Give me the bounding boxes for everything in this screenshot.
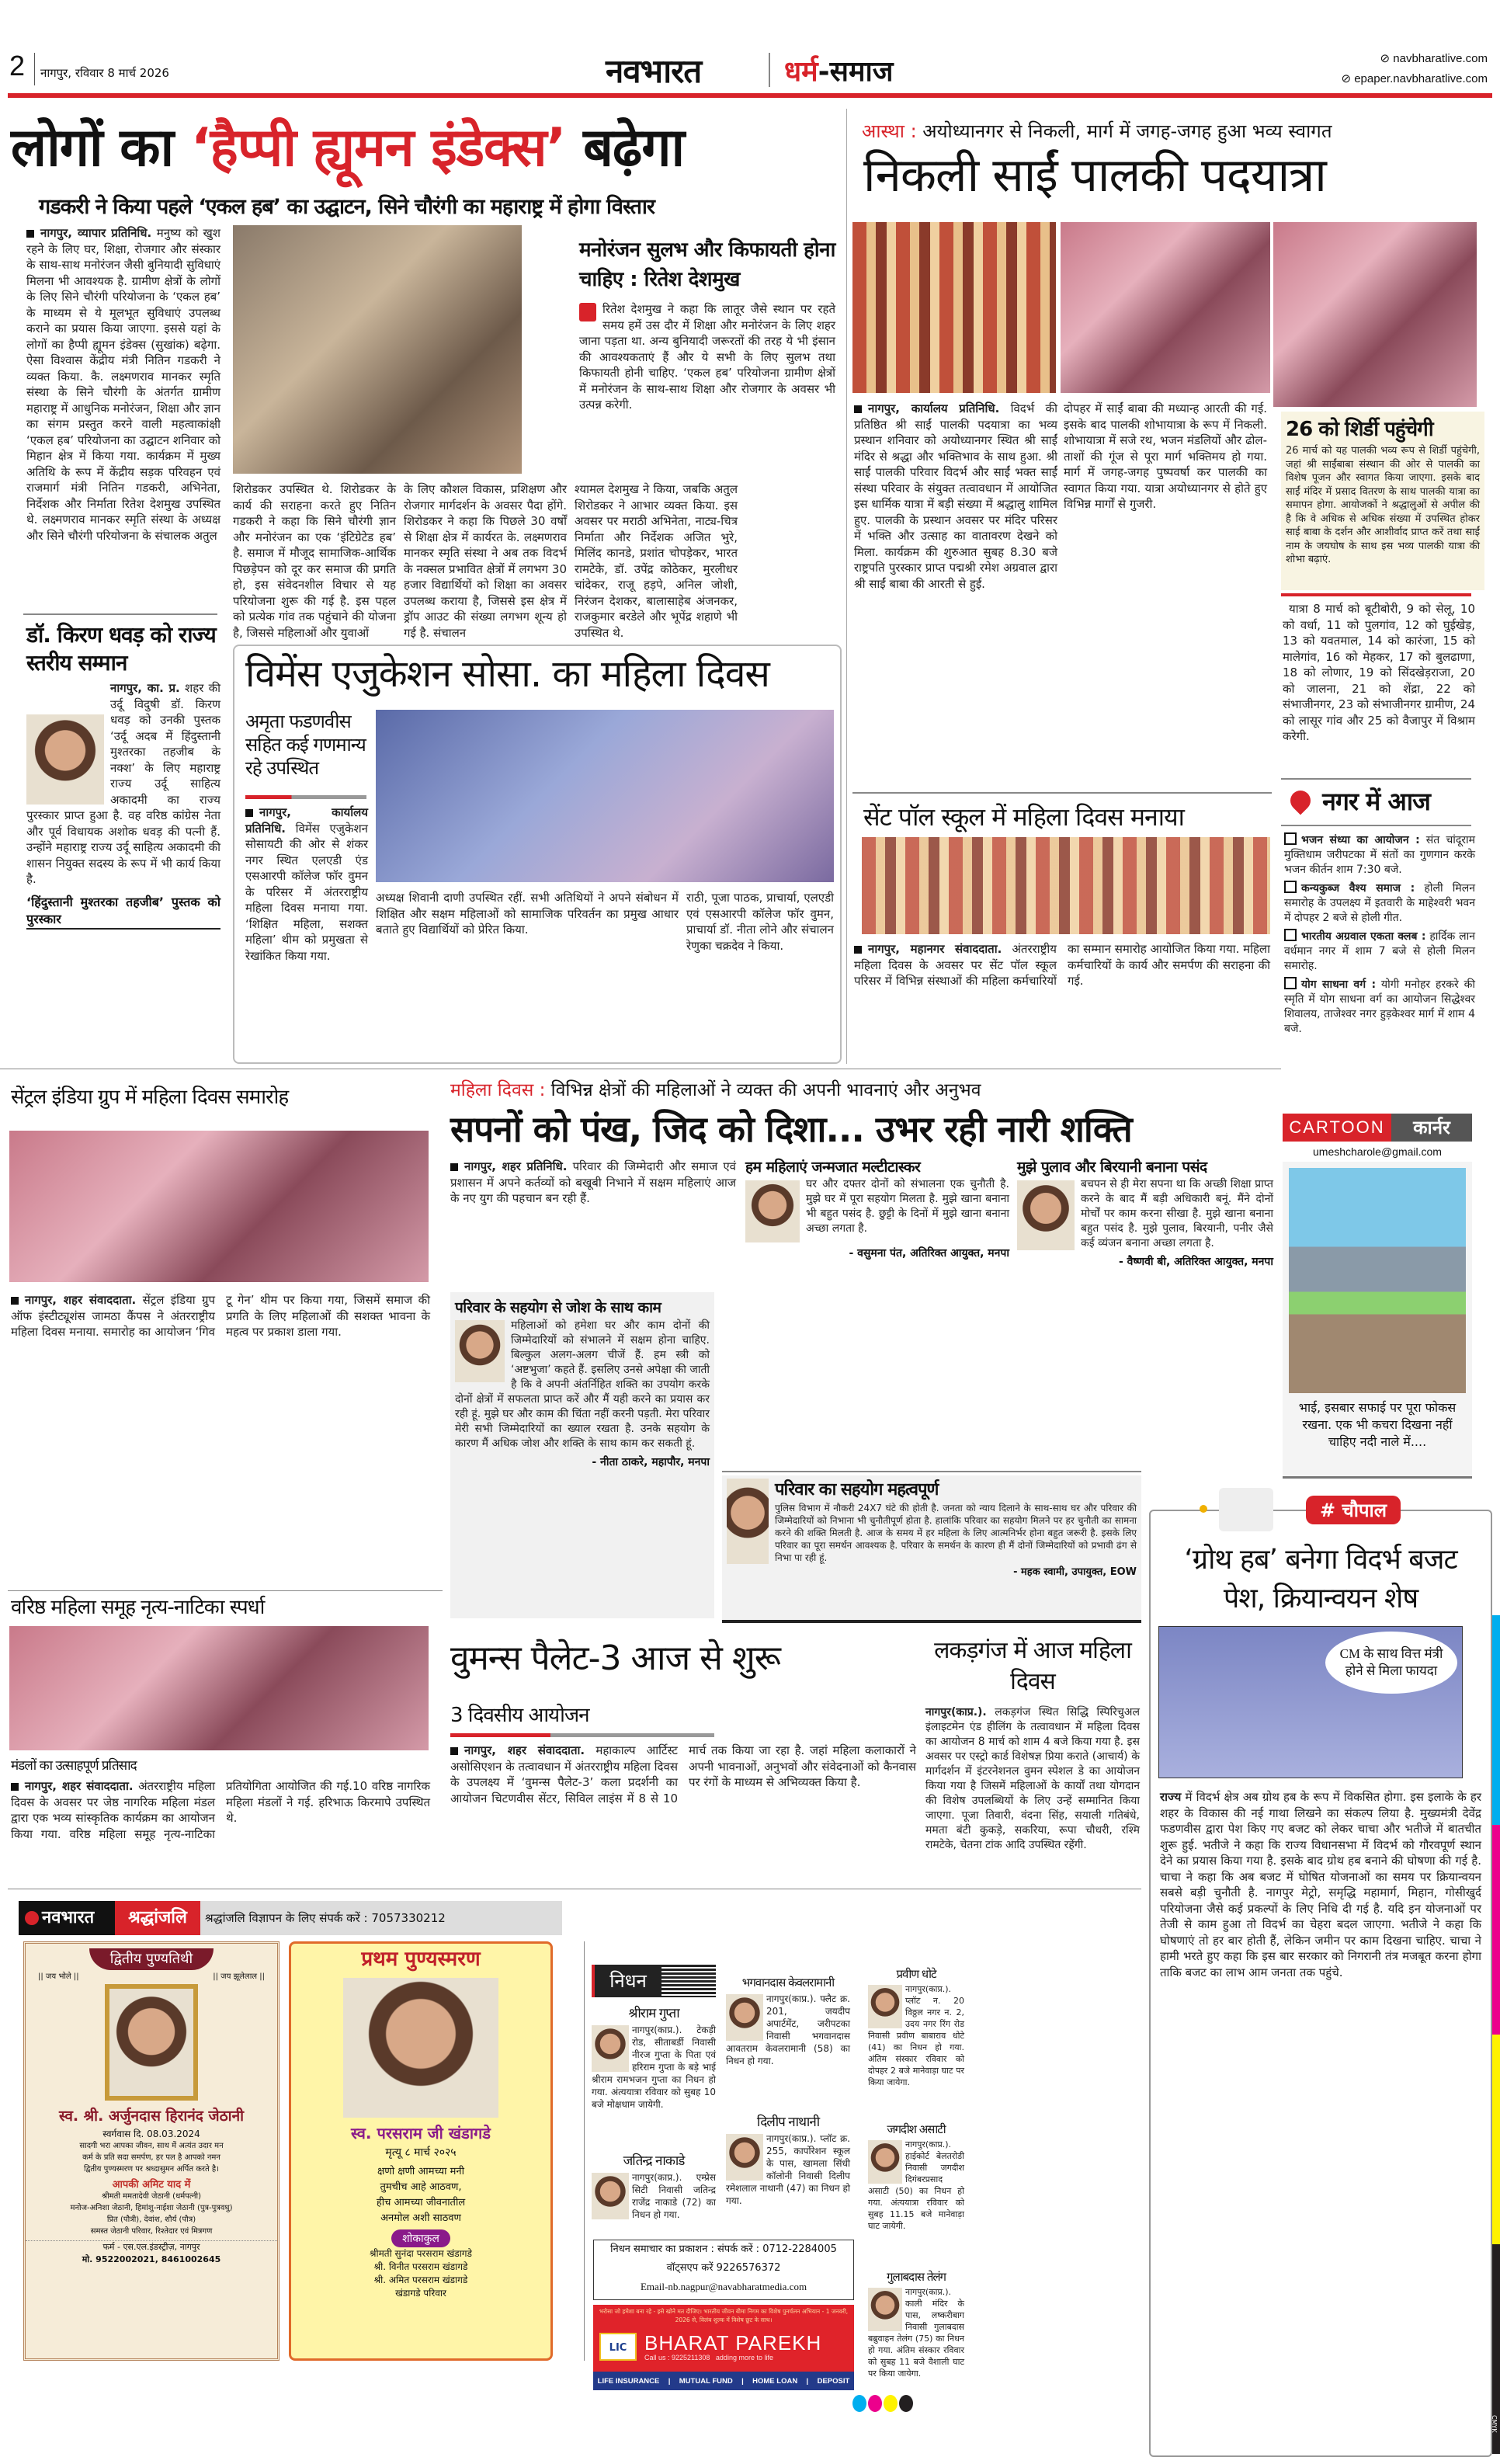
obituary-ad-jethani [23,1941,280,2361]
vasumana-pant-photo [745,1180,800,1242]
obit-photo [868,2288,902,2331]
kiran-pullquote: ‘हिंदुस्तानी मुश्तरका तहजीब’ पुस्तक को पुरस्कार [26,894,220,930]
lic-phone: Call us : 9225211308 [644,2354,710,2361]
registration-marks [852,2395,913,2412]
varishth-dance-photo [9,1626,429,1750]
verse-line: द्वितीय पुण्यस्मरण पर श्रध्दासुमन अर्पित करते है। [84,2165,219,2174]
brand-logo: नवभारत [606,52,702,90]
checkbox-icon [1284,881,1297,893]
lic-slogan: adding more to life [715,2354,773,2361]
central-india-photo [9,1131,429,1282]
cmyk-side-strip [1492,1615,1500,2454]
family-line: समस्त जेठानी परिवार, रिश्तेदार एवं मित्रगण [90,2227,213,2236]
shirdi-box [1281,412,1484,590]
bullet-icon [245,809,253,817]
quote-icon [579,303,596,321]
obit-shriram-gupta: श्रीराम गुप्ता नागपुर(काप्र.). टेकड़ी रोड, सीताबर्डी निवासी नीरज गुप्ता के पिता एवं हरिराम गुप्ता के बड़े भाई श्रीराम रामभजन गुप्ता का निधन हो गया. अंत्ययात्रा रविवार को सुबह 10 बजे मोक्षधाम जायेगी. [592,2006,716,2110]
obit-jagdish-asati: जगदीश असाटी नागपुर(काप्र.). हाईकोर्ट बेलतरोडी निवासी जगदीश दिगंबरप्रसाद असाटी (50) का निधन हो गया. अंत्ययात्रा रविवार को सुबह 11.15 बजे मानेवाड़ा घाट जायेगी. [868,2122,964,2231]
kiran-body: नागपुर, का. प्र. शहर की उर्दू विदुषी डॉ. किरण धवड़ को उनकी पुस्तक ‘उर्दू अदब में हिंदुस्तानी मुश्तरका तहजीब के नक्श’ के लिए महाराष्ट्र राज्य उर्दू साहित्य अकादमी का राज्य पुरस्कार प्राप्त हुआ है. वह वरिष्ठ कांग्रेस नेता और पूर्व विधायक अशोक धवड़ की पत्नी हैं. उन्होंने महाराष्ट्र राज्य उर्दू साहित्य अकादमी की शासन नियुक्त सदस्य के रूप में भी कार्य किया है. ‘हिंदुस्तानी मुश्तरका तहजीब’ पुस्तक को पुरस्कार [26,680,220,1061]
central-india-body: नागपुर, शहर संवाददाता. सेंट्रल इंडिया ग्रुप ऑफ इंस्टीट्यूशंस जामठा कैंपस ने अंतरराष्ट्रीय महिला दिवस मनाया. समारोह का आयोजन ‘गिव टू गेन’ थीम पर किया गया, जिसमें समाज की प्रगति के लिए महिलाओं की सशक्त भावना के महत्व पर प्रकाश डाला गया. [11,1293,430,1339]
lead-body-col1: नागपुर, व्यापार प्रतिनिधि. मनुष्य को खुश रहने के लिए घर, शिक्षा, रोजगार और संस्कार के साथ-साथ मनोरंजन जैसी बुनियादी सुविधाएं मिलना भी आवश्यक है. ग्रामीण क्षेत्रों के लोगों के लिए सिने चौरंगी परियोजना के ‘एकल हब’ के माध्यम से ये मूलभूत सुविधाएं उपलब्ध कराने का प्रयास किया जाएगा. इससे यहां के लोगों का हैप्पी ह्यूमन इंडेक्स (सुखांक) बढ़ेगा. ऐसा विश्वास केंद्रीय मंत्री नितिन गडकरी ने व्यक्त किया. कै. लक्ष्मणराव मानकर स्मृति संस्था के सिने चौरंगी के अंतर्गत ग्रामीण महाराष्ट्र में आधुनिक मनोरंजन, शिक्षा और ज्ञान का संगम प्रस्तुत करने वाली महत्वाकांक्षी ‘एकल हब’ परियोजना का उद्घाटन शनिवार को मिहान क्षेत्र में किया गया. कार्यक्रम में मुख्य अतिथि के रूप में केंद्रीय सड़क परिवहन एवं राजमार्ग मंत्री नितिन गडकरी, अभिनेता, निर्देशक और निर्माता रितेश देशमुख उपस्थित थे. लक्ष्मणराव मानकर स्मृति संस्था के अध्यक्ष और सिने चौरंगी परियोजना के संचालक अतुल [26,226,220,543]
sai-body-col2: दोपहर में साईं बाबा की मध्यान्ह आरती की गई. इसके बाद पालकी शोभायात्रा के रूप में निकली. शोभायात्रा में सजे रथ, भजन मंडलियों और ढोल-ताशों की गूंज से पूरा मार्ग भक्तिमय हो गया. मार्ग में जगह-जगह पुष्पवर्षा कर पालकी का स्वागत किया गया. यात्रा अयोध्यानगर से होते हुए विभिन्न मार्गों से गुजरी. [1064,401,1267,511]
deceased-name: स्व. श्री. अर्जुनदास हिरानंद जेठानी [58,2108,245,2125]
mahak-swami-photo [727,1479,769,1564]
lakadganj-body: नागपुर(काप्र.). लकड़गंज स्थित सिद्धि स्पिरिचुअल इंलाइटमेन एंड हीलिंग के तत्वावधान में महिला दिवस का आयोजन 8 मार्च को शाम 4 बजे किया गया है. इस अवसर पर एस्ट्रो कार्ड विशेषज्ञ प्रिया कराते (आचार्य) के मार्गदर्शन में इंटरनेशनल वुमन स्पेशल डे का आयोजन किया गया है जिसमें महिलाओं के कार्यों तथा योगदान की विशेष उपलब्धियों के लिए उन्हें सम्मानित किया जाएगा. पूजा तिवारी, वंदना सिंह, सयाली गतिबंधे, ममता बंटी कुकड़े, सकरिया, रूपा चौधरी, रश्मि रामटेके, चेतना टांक आदि उपस्थित रहेंगी. [925,1706,1140,1851]
cartoon-caption: भाई, इसबार सफाई पर पूरा फोकस रखना. एक भी कचरा दिखना नहीं चाहिए नदी नाले में.... [1298,1400,1457,1449]
page-number: 2 [9,50,26,82]
section-rule [23,613,217,615]
family-line: श्री. विनीत परसराम खंडागडे [373,2261,468,2272]
epaper-link[interactable]: ⊘ epaper.navbharatlive.com [1341,72,1488,85]
bullet-icon [450,1163,458,1171]
khandagade-portrait [343,1978,498,2118]
obit-photo [592,2173,629,2219]
lic-logo: LIC [599,2333,637,2361]
masthead-divider [769,53,770,87]
nagar-events-list [1284,832,1475,1107]
deceased-name: स्व. परसराम जी खंडागडे [351,2124,491,2143]
verse-line: तुमचीच आहे आठवण, [380,2181,462,2193]
lead-subhead: गडकरी ने किया पहले ‘एकल हब’ का उद्घाटन, सिने चौरंगी का महाराष्ट्र में होगा विस्तार [39,195,655,219]
cartoon-label-en: CARTOON [1283,1114,1391,1142]
st-paul-body: नागपुर, महानगर संवाददाता. अंतरराष्ट्रीय महिला दिवस के अवसर पर सेंट पॉल स्कूल परिसर में विभिन्न संस्थाओं की महिला कर्मचारियों का सम्मान समारोह आयोजित किया गया. महिला कर्मचारियों के कार्य और समर्पण की सराहना की गई. [854,942,1270,988]
choupal-cartoon [1158,1626,1463,1778]
nari-box-vasumana [745,1157,1009,1465]
family-line: श्री. अमित परसराम खंडागडे [373,2275,468,2285]
obit-photo [868,1985,902,2028]
masthead-divider [34,53,35,85]
memory-line: आपकी अमिट याद में [112,2179,191,2191]
bullet-icon [11,1783,19,1791]
vaishnavi-b-photo [1017,1180,1075,1250]
nari-box-sign: - वसुमना पंत, अतिरिक्त आयुक्त, मनपा [849,1247,1009,1260]
nagar-event-item: कन्यकुब्ज वैश्य समाज : होली मिलन समारोह के उपलक्ष्य में इतवारी के माहेश्वरी भवन में दोपहर 2 बजे से होली गीत. [1284,882,1476,924]
ad-title: प्रथम पुण्यस्मरण [361,1948,481,1971]
cartoon-corner-header [1283,1114,1472,1142]
kiran-headline: डॉ. किरण धवड़ को राज्य स्तरीय सम्मान [26,622,216,676]
nidhan-email[interactable]: Email-nb.nagpur@navabharatmedia.com [640,2281,807,2292]
rose-icon [25,1911,39,1925]
yellow-dot [884,2395,898,2412]
choupal-illustration [1219,1488,1273,1531]
palki-crowd-photo-1 [852,222,1056,393]
bullet-icon [450,1747,458,1755]
section-title-red: धर्म [784,56,818,88]
family-line: श्रीमती ममतादेवी जेठानी (धर्मपत्नी) [102,2192,201,2201]
nari-intro: नागपुर, शहर प्रतिनिधि. परिवार की जिम्मेदारी और समाज एवं प्रशासन में अपने कर्तव्यों को बखूबी निभाने में सक्षम महिलाएं आज के नए युग की पहचान बन रही हैं. [450,1159,736,1205]
section-rule [1281,778,1471,780]
central-india-headline: सेंट्रल इंडिया ग्रुप में महिला दिवस समारोह [11,1086,289,1109]
sai-body-col1: नागपुर, कार्यालय प्रतिनिधि. विदर्भ की प्रतिष्ठित श्री साईं पालकी पदयात्रा का भव्य प्रस्थान शनिवार को अयोध्यानगर स्थित श्री साईं मंदिर से श्रद्धा और भक्तिभाव के साथ हुआ. श्री साईं पालकी परिवार विदर्भ और साईं भक्त साईं संस्था परिवार के संयुक्त तत्वावधान में आयोजित इस धार्मिक यात्रा में बड़ी संख्या में श्रद्धालु शामिल हुए. पालकी के प्रस्थान अवसर पर मंदिर परिसर में भक्ति और उत्साह का वातावरण देखने को मिला. कार्यक्रम की शुरुआत सुबह 8.30 बजे राष्ट्रपति पुरस्कार प्राप्त पद्मश्री रमेश अग्रवाल द्वारा श्री साईं बाबा की आरती से हुई. [854,401,1057,591]
verse-line: क्षणो क्षणी आमच्या मनी [377,2166,465,2177]
lead-body-col2: शिरोडकर उपस्थित थे. शिरोडकर के कार्य की सराहना करते हुए नितिन गडकरी ने कहा कि सिने चौरंगी ज्ञान और मनोरंजन का एक ‘इंटिग्रेटेड हब’ है. समाज में मौजूद सामाजिक-आर्थिक पिछड़ेपन को दूर कर समाज की प्रगति हो, इस संवेदनशील विचार से यह परियोजना शुरू की गई है. इस पहल को प्रत्येक गांव तक पहुंचाने की योजना है, जिससे महिलाओं और युवाओं [233,482,396,640]
sai-kicker: आस्था : अयोध्यानगर से निकली, मार्ग में जगह-जगह हुआ भव्य स्वागत [862,120,1332,142]
nagar-event-item: योग साधना वर्ग : योगी मनोहर हरकरे की स्मृति में योग साधना वर्ग का आयोजन सिद्धेश्वर शिवालय, ताजेश्वर नगर हुड़केश्वर मार्ग में शाम 4 बजे. [1284,978,1475,1035]
family-line: खंडागडे परिवार [395,2288,446,2299]
obit-dilip-nathani: दिलीप नाथानी नागपुर(काप्र.). प्लॉट क्र. 255, कार्पोरेशन स्कूल के पास, खामला सिंधी कॉलोनी निवासी दिलीप रमेशलाल नाथानी (47) का निधन हो गया. [726,2115,850,2206]
masthead-rule [8,93,1492,98]
globe-icon: ⊘ [1380,52,1391,65]
gadkari-inauguration-photo [233,225,522,474]
lic-ad[interactable] [593,2305,854,2390]
section-title [784,51,894,89]
lakadganj-headline: लकड़गंज में आज महिला दिवस [934,1637,1131,1695]
nari-box-sign: - महक स्वामी, उपायुक्त, EOW [1013,1566,1137,1578]
shraddhanjali-brand: नवभारत [19,1901,115,1935]
map-pin-icon [1286,787,1315,815]
obit-jatindra-nakade: जतिन्द्र नाकाडे नागपुर(काप्र.). एम्प्रेस सिटी निवासी जतिन्द्र राजेंद्र नाकाडे (72) का निधन हो गया. [592,2151,716,2221]
neeta-thakre-photo [455,1320,505,1382]
mourning-label: शोकाकुल [391,2229,450,2247]
black-dot [899,2395,913,2412]
nagar-event-item: भारतीय अग्रवाल एकता क्लब : हार्दिक लान वर्धमान नगर में शाम 7 बजे से होली मिलन समारोह. [1284,930,1476,972]
shraddhanjali-contact: श्रद्धांजलि विज्ञापन के लिए संपर्क करें : 7057330212 [205,1911,446,1925]
obit-photo [868,2140,902,2184]
globe-icon: ⊘ [1341,72,1352,85]
nari-box-vaishnavi [1017,1157,1273,1465]
nari-box-body: बचपन से ही मेरा सपना था कि अच्छी शिक्षा प्राप्त करने के बाद मैं बड़ी अधिकारी बनूं. मैंने दोनों मोर्चों पर काम करना सीखा है. मुझे खाना बनाना बहुत पसंद है. मुझे पुलाव, बिरयानी, पनीर जैसे कई व्यंजन बनाना अच्छा लगता है. [1017,1177,1273,1251]
womens-edu-subhead: अमृता फडणवीस सहित कई गणमान्य रहे उपस्थित [245,711,366,779]
section-rule [722,1471,1141,1472]
ad-tags: || जय भोले || || जय झूलेलाल || [38,1972,265,1981]
checkbox-icon [1284,929,1297,941]
shirdi-box-title: 26 को शिर्डी पहुंचेगी [1286,418,1433,441]
death-date: मृत्यू ८ मार्च २०२५ [385,2146,457,2159]
womens-edu-body-col1: नागपुर, कार्यालय प्रतिनिधि. विमेंस एजुकेशन सोसायटी की ओर से शंकर नगर स्थित एलएडी एंड एसआरपी कॉलेज फॉर वुमन के परिसर में अंतरराष्ट्रीय महिला दिवस मनाया गया. ‘शिक्षित महिला, सशक्त महिला’ थीम को प्रमुखता से रेखांकित किया गया. [245,805,368,963]
shirdi-box-rule [1281,593,1471,596]
obit-photo [726,1994,763,2041]
bullet-icon [854,946,862,954]
st-paul-group-photo [862,837,1270,934]
website-link[interactable]: ⊘ navbharatlive.com [1380,52,1488,65]
ritesh-sidebar-body: रितेश देशमुख ने कहा कि लातूर जैसे स्थान पर रहते समय हमें उस दौर में शिक्षा और मनोरंजन के लिए शहर जाना पड़ता था. अन्य बुनियादी जरूरतों की तरह ये भी इंसान की आवश्यकताएं हैं और ये सभी के लिए सुलभ तथा किफायती होनी चाहिए. ‘एकल हब’ परियोजना ग्रामीण क्षेत्रों में मनोरंजन के साथ-साथ शिक्षा और रोजगार के अवसर भी उत्पन्न करेगी. [579,302,835,412]
bullet-icon [26,230,34,238]
lead-body-col3: के लिए कौशल विकास, प्रशिक्षण और रोजगार मार्गदर्शन के अवसर पैदा होंगे. शिरोडकर ने कहा कि पिछले 30 वर्षों से शिक्षा क्षेत्र में कार्यरत के. लक्ष्मणराव मानकर स्मृति संस्था ने अब तक विदर्भ के नक्सल प्रभावित क्षेत्रों में लगभग 30 हजार विद्यार्थियों को शिक्षा का अवसर उपलब्ध कराया है, जिससे इस क्षेत्र में ड्रॉप आउट की संख्या लगभग शून्य हो गई है. संचालन [404,482,567,640]
choupal-body: राज्य में विदर्भ क्षेत्र अब ग्रोथ हब के रूप में विकसित होगा. इस इलाके के हर शहर के विकास की नई गाथा लिखने का संकल्प लिया है. मुख्यमंत्री देवेंद्र फडणवीस द्वारा पेश किए गए बजट को लेकर चाचा और भतीजे में बातचीत शुरू हुई. भतीजे ने कहा कि राज्य विधानसभा में विदर्भ को गौरवपूर्ण स्थान देने का प्रयास किया गया है. इसके बाद ग्रोथ हब बनाने की घोषणा की गई है. चाचा ने कहा कि अब बजट में घोषित योजनाओं का समय पर क्रियान्वयन सबसे बड़ी चुनौती है. नागपुर मेट्रो, समृद्धि महामार्ग, मिहान, गोसीखुर्द परियोजना जैसे कई प्रकल्पों के लिए निधि दी गई है. यदि इन योजनाओं पर तेजी से काम हुआ तो विदर्भ का चेहरा बदल जाएगा. भतीजे ने कहा कि घोषणाएं तो हर बार होती हैं, लेकिन जमीन पर काम दिखना चाहिए. चाचा ने हामी भरते हुए कहा कि इस बार सरकार को निगरानी तंत्र मजबूत करना होगा ताकि बजट का लाभ आम जनता तक पहुंचे. [1160,1790,1481,1979]
death-date: स्वर्गवास दि. 08.03.2024 [102,2129,200,2139]
magenta-dot [868,2395,882,2412]
cyan-dot [852,2395,866,2412]
nari-box-mahak [722,1475,1141,1623]
obituary-ad-khandagade [289,1941,553,2361]
nari-box-body: घर और दफ्तर दोनों को संभालना एक चुनौती है. मुझे घर में पूरा सहयोग मिलता है. मुझे खाना बनाना भी बहुत पसंद है. छुट्टी के दिनों में मुझे खाना बनाना अच्छा लगता है. [745,1177,1009,1236]
shraddhanjali-banner [19,1901,562,1935]
nari-box-body: महिलाओं को हमेशा घर और काम दोनों की जिम्मेदारियों को संभालने में सक्षम होना चाहिए. बिल्कुल अलग-अलग चीजें हैं. हम स्त्री को ‘अष्टभुजा’ कहते हैं. इसलिए उनसे अपेक्षा की जाती है कि वे अपनी अंतर्निहित शक्ति का उपयोग करके दोनों क्षेत्रों में सफलता प्राप्त करें और मैं यही करने का प्रयास कर रही हूं. मुझे घर और काम की चिंता नहीं करनी पड़ती. मेरा परिवार मेरी सभी जिम्मेदारियों का ख्याल रखता है. उनके सहयोग के कारण मैं अधिक जोश और शक्ति के साथ काम कर सकती हूं. [455,1319,710,1450]
verse-line: कर्म के प्रति सदा समर्पण, हर पल है आपको नमन [82,2153,220,2162]
phone-line: मो. 9522002021, 8461002645 [82,2254,221,2264]
bullet-icon [854,405,862,413]
cartoon-label-hi: कार्नर [1391,1114,1472,1142]
womens-edu-body-col2: अध्यक्ष शिवानी दाणी उपस्थित रहीं. सभी अतिथियों ने अपने संबोधन में शिक्षित और सक्षम महिलाओं को सामाजिक परिवर्तन का प्रमुख आधार बताते हुए विद्यार्थियों को प्रेरित किया. [376,891,679,937]
obit-gulabdas-telang: गुलाबदास तेलंग नागपुर(काप्र.). काली मंदिर के पास, लष्करीबाग निवासी गुलाबदास बब्रुवाहन तेलंग (75) का निधन हो गया. अंतिम संस्कार रविवार को सुबह 11 बजे वैशाली घाट पर किया जायेगा. [868,2270,964,2379]
firm-line: फर्म - एस.एल.इंडस्ट्रीज़, नागपुर [26,2240,277,2254]
womens-edu-headline: विमेंस एजुकेशन सोसा. का महिला दिवस [245,652,769,696]
nari-box-neeta [450,1292,714,1618]
shraddhanjali-label: श्रद्धांजलि [115,1901,200,1935]
dateline: नागपुर, रविवार 8 मार्च 2026 [40,66,169,80]
palette-body: नागपुर, शहर संवाददाता. महाकाल्प आर्टिस्ट असोसिएशन के तत्वावधान में अंतरराष्ट्रीय महिला दिवस के उपलक्ष्य में ‘वुमन्स पैलेट-3’ कला प्रदर्शनी का आयोजन चिटणवीस सेंटर, सिविल लाइंस में 8 से 10 मार्च तक किया जा रहा है. जहां महिला कलाकारों ने अपनी भावनाओं, अनुभवों और संवेदनाओं को कैनवास पर रंगों के माध्यम से अभिव्यक्त किया है. [450,1743,916,1805]
kiran-dhavad-photo [26,714,104,805]
verse-line: अनमोल अशी साठवण [380,2212,461,2224]
obit-photo [726,2134,763,2181]
column-divider [846,109,847,1064]
palki-crowd-photo-2 [1061,222,1270,393]
cmyk-label: CMYK [1491,2415,1498,2433]
yatra-route: यात्रा 8 मार्च को बूटीबोरी, 9 को सेलू, 10 को वर्धा, 11 को पुलगांव, 12 को घुईखेड़, 13 को यवतमाल, 14 को कारंजा, 15 को मालेगांव, 16 को मेहकर, 17 को बुलढाणा, 18 को लोणार, 19 को सिंदखेड़राजा, 20 को जालना, 21 को शेंद्रा, 22 को संभाजीनगर, 23 को संभाजीनगर ग्रामीण, 24 को लासूर गांव और 25 को वैजापुर में विश्राम करेगी. [1283,602,1475,743]
nidhan-contact-box: निधन समाचार का प्रकाशन : संपर्क करें : 0712-2284005 वॉट्सएप करें 9226576372 Email-nb.nagpur@navabharatmedia.com [593,2240,854,2300]
nagar-mein-aaj-header: नगर में आज [1286,784,1430,818]
nari-headline: सपनों को पंख, जिद को दिशा... उभर रही नारी शक्ति [450,1108,1132,1150]
cartoon-corner [1283,1114,1472,1479]
obit-photo [592,2025,629,2072]
palki-idol-photo [1273,222,1477,407]
nari-box-title: परिवार के सहयोग से जोश के साथ काम [455,1299,661,1316]
checkbox-icon [1284,977,1297,989]
jethani-portrait [105,1984,198,2101]
cartoonist-email: umeshcharole@gmail.com [1283,1142,1472,1162]
lead-headline: लोगों का ‘हैप्पी ह्यूमन इंडेक्स’ बढ़ेगा [11,117,685,179]
family-line: मनोज-अनिशा जेठानी, हिमांशु-नाईशा जेठानी (पुत्र-पुत्रवधु) [70,2204,233,2212]
palette-subhead: 3 दिवसीय आयोजन [450,1704,589,1727]
womens-edu-body-col3: राठी, पूजा पाठक, प्राचार्या, एलएडी एवं एसआरपी कॉलेज फॉर वुमन, प्राचार्या डॉ. नीता लोने और संचालन रेणुका चक्रदेव ने किया. [686,891,834,953]
section-title-rest: -समाज [818,56,894,88]
column-divider [584,1941,585,2361]
verse-line: हीच आमच्या जीवनातील [376,2197,466,2209]
nari-box-sign: - वैष्णवी बी, अतिरिक्त आयुक्त, मनपा [1118,1256,1273,1268]
nagar-rule [1281,825,1471,826]
verse-line: सादगी भरा आपका जीवन, साथ में अत्यंत उदार मन [79,2142,224,2150]
womens-edu-panel-photo [376,710,834,882]
choupal-headline: ‘ग्रोथ हब’ बनेगा विदर्भ बजट पेश, क्रियान्वयन शेष [1184,1544,1457,1614]
lic-services: LIFE INSURANCE | MUTUAL FUND | HOME LOAN | DEPOSIT [593,2372,854,2390]
st-paul-headline: सेंट पॉल स्कूल में महिला दिवस मनाया [863,802,1184,832]
obit-pravin-dhote: प्रवीण धोटे नागपुर(काप्र.). प्लॉट न. 20 विठ्ठल नगर न. 2, उदय नगर रिंग रोड निवासी प्रवीण बाबाराव धोटे (41) का निधन हो गया. अंतिम संस्कार रविवार को दोपहर 2 बजे मानेवाड़ा घाट पर किया जायेगा. [868,1967,964,2087]
choupal-tag: # चौपाल [1306,1496,1401,1524]
choupal-dot [1200,1505,1207,1513]
ad-title: द्वितीय पुण्यतिथी [89,1948,214,1970]
shirdi-box-body: 26 मार्च को यह पालकी भव्य रूप से शिर्डी पहुंचेगी, जहां श्री साईंबाबा संस्थान की ओर से पालकी का विशेष पूजन और स्वागत किया जाएगा. इसके बाद साईं मंदिर में प्रसाद वितरण के साथ पालकी यात्रा का समापन होगा. आयोजकों ने श्रद्धालुओं से अपील की है कि वे अधिक से अधिक संख्या में उपस्थित होकर साई बाबा के दर्शन और आशीर्वाद प्राप्त करें तथा साईं नाम के जयघोष के साथ इस भव्य पालकी यात्रा की शोभा बढ़ाएं. [1286,445,1480,565]
section-rule [852,792,1272,794]
speech-bubble: CM के साथ वित्त मंत्री होने से मिला फायदा [1325,1632,1457,1694]
nari-box-title: हम महिलाएं जन्मजात मल्टीटास्कर [745,1159,921,1176]
varishth-headline: वरिष्ठ महिला समूह नृत्य-नाटिका स्पर्धा [11,1596,265,1619]
subhead-bar [450,1733,714,1737]
cartoon-image [1289,1168,1466,1393]
nari-kicker: महिला दिवस : विभिन्न क्षेत्रों की महिलाओं ने व्यक्त की अपनी भावनाएं और अनुभव [450,1080,981,1100]
sai-headline: निकली साईं पालकी पदयात्रा [863,148,1326,203]
section-rule [8,1590,443,1591]
lic-tagline: भरोसा जो हमेशा बना रहे - इसे खोने मत दीजिए। भारतीय जीवन बीमा निगम का विशेष पुनर्चलन अभियान - 1 जनवरी, 2026 से, विलंब शुल्क में विशेष छूट के साथ। [599,2308,849,2323]
family-line: प्रित (पौत्री), देवांश, शौर्य (पौत्र) [106,2216,196,2224]
nidhan-header: निधन [592,1965,716,1997]
subhead-bar [245,795,366,799]
nari-box-body: पुलिस विभाग में नौकरी 24X7 घंटे की होती है. जनता को न्याय दिलाने के साथ-साथ घर और परिवार की जिम्मेदारियों को निभाना भी चुनौतीपूर्ण होता है. हालांकि परिवार का सहयोग मिलने पर हर चुनौती का सामना करने की शक्ति मिलती है. आज के समय में हर महिला के लिए आत्मनिर्भर होना बहुत जरूरी है. इसके लिए परिवार का पूरा समर्थन आवश्यक है. परिवार के समर्थन के कारण ही मैं दोनों जिम्मेदारियों को प्रभावी ढंग से निभा पा रही हूं. [727,1502,1137,1564]
bullet-icon [11,1297,19,1305]
nagar-event-item: भजन संध्या का आयोजन : संत चांदूराम मुक्तिधाम जरीपटका में संतों का गुणगान करके भजन कीर्तन शाम 7:30 बजे. [1284,834,1475,876]
nari-box-title: परिवार का सहयोग महत्वपूर्ण [775,1480,939,1500]
obit-bhagwandas: भगवानदास केवलरामानी नागपुर(काप्र.). फ्लैट क्र. 201, जयदीप अपार्टमेंट, जरीपटका निवासी भगवानदास आवतराम केवलरामानी (58) का निधन हो गया. [726,1976,850,2066]
varishth-body: नागपुर, शहर संवाददाता. अंतरराष्ट्रीय महिला दिवस के अवसर पर जेष्ठ नागरिक महिला मंडल द्वारा एक भव्य सांस्कृतिक कार्यक्रम का आयोजन किया गया. वरिष्ठ महिला समूह नृत्य-नाटिका प्रतियोगिता आयोजित की गई.10 वरिष्ठ नागरिक महिला मंडलों ने गई. हरिभाऊ किरमापे उपस्थित थे. [11,1779,430,1841]
checkbox-icon [1284,832,1297,845]
nari-box-title: मुझे पुलाव और बिरयानी बनाना पसंद [1017,1159,1207,1176]
palette-headline: वुमन्स पैलेट-3 आज से शुरू [450,1639,780,1678]
varishth-subhead: मंडलों का उत्साहपूर्ण प्रतिसाद [11,1758,137,1774]
family-line: श्रीमती सुनंदा परसराम खंडागडे [370,2248,472,2259]
nari-box-sign: - नीता ठाकरे, महापौर, मनपा [592,1456,710,1468]
lead-body-col4: श्यामल देशमुख ने किया, जबकि अतुल शिरोडकर ने आभार व्यक्त किया. इस अवसर पर मराठी अभिनेता, नाट्य-चित्र निर्माता और निर्देशक अजित भुरे, मिलिंद कानडे, प्रशांत चोपड़ेकर, भारत रामटेके, डॉ. उपेंद्र कोठेकर, मुरलीधर चांदेकर, राजू हड़पे, अनिल जोशी, निरंजन देशकर, बालासाहेब अंजनकर, राजकुमार बरडेले और भूपेंद्र शहाणे भी उपस्थित थे. [575,482,738,640]
lic-brand: BHARAT PAREKH [644,2331,822,2355]
masthead [0,0,1500,101]
ritesh-sidebar-title: मनोरंजन सुलभ और किफायती होना चाहिए : रितेश देशमुख [579,238,835,291]
